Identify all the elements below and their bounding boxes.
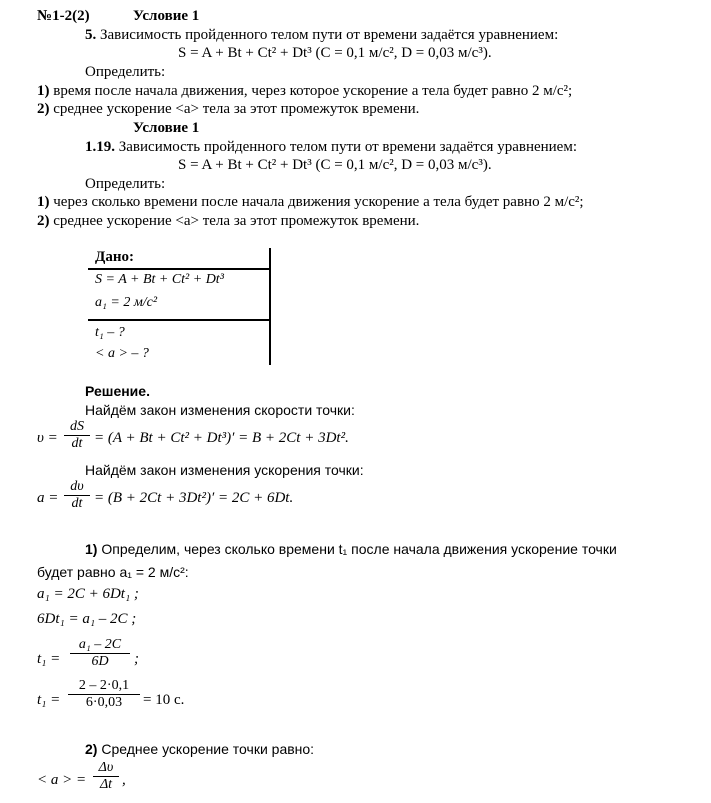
velocity-eq-right: = (A + Bt + Ct² + Dt³)′ = B + 2Ct + 3Dt².: [94, 430, 349, 446]
fraction-numerator: a₁ – 2C: [70, 637, 130, 654]
question-number: 1): [37, 83, 50, 99]
average-acceleration-left: < a > =: [37, 772, 87, 788]
part1-text: Определим, через сколько времени t₁ после начала движения ускорение точки: [101, 541, 617, 557]
problem5-text: Зависимость пройденного телом пути от времени задаётся уравнением:: [100, 27, 559, 43]
acceleration-eq-left: a =: [37, 490, 59, 506]
question-number: 1): [37, 194, 50, 210]
problem119-question2: [37, 213, 419, 230]
problem119-number: 1.19.: [85, 139, 115, 155]
t1-eq-left: t₁ =: [37, 651, 61, 667]
part2-text: Среднее ускорение точки равно:: [101, 741, 315, 757]
problem5-number: 5.: [85, 27, 97, 43]
t1-numeric-fraction: [68, 678, 140, 711]
problem5-question1: [37, 83, 572, 100]
problem119-statement: [85, 139, 577, 156]
question-text: среднее ускорение <a> тела за этот промежуток времени.: [53, 101, 420, 117]
fraction-denominator: dt: [71, 436, 83, 451]
t1-numeric-result: = 10 с.: [143, 692, 185, 708]
t1-eq-end: ;: [134, 651, 139, 667]
velocity-intro: Найдём закон изменения скорости точки:: [85, 402, 355, 418]
t1-fraction: [70, 637, 130, 670]
velocity-fraction: [64, 419, 90, 452]
problem5-question2: [37, 101, 419, 118]
fraction-numerator: 2 – 2·0,1: [68, 678, 140, 695]
given-title: Дано:: [95, 249, 134, 265]
find-t1: t₁ – ?: [95, 325, 125, 340]
t1-numeric-left: t₁ =: [37, 692, 61, 708]
equation-6dt1: 6Dt₁ = a₁ – 2C ;: [37, 611, 137, 627]
problem119-text: Зависимость пройденного телом пути от времени задаётся уравнением:: [118, 139, 578, 155]
fraction-denominator: 6·0,03: [85, 695, 123, 710]
find-average-acceleration: < a > – ?: [95, 346, 149, 361]
problem5-equation: S = A + Bt + Ct² + Dt³ (C = 0,1 м/с², D = 0,03 м/с³).: [178, 45, 492, 61]
fraction-numerator: dυ: [64, 479, 90, 496]
part1-statement: [85, 541, 617, 557]
question-text: через сколько времени после начала движения ускорение а тела будет равно 2 м/с²;: [53, 194, 584, 210]
problem-number-header: №1-2(2): [37, 8, 90, 24]
problem119-question1: [37, 194, 584, 211]
problem119-determine: Определить:: [85, 176, 166, 192]
fraction-numerator: Δυ: [93, 760, 119, 777]
equation-a1: a₁ = 2C + 6Dt₁ ;: [37, 586, 139, 602]
given-vertical-rule: [269, 248, 271, 365]
given-equation: S = A + Bt + Ct² + Dt³: [95, 272, 224, 287]
acceleration-intro: Найдём закон изменения ускорения точки:: [85, 462, 364, 478]
average-acceleration-end: ,: [122, 772, 126, 788]
average-acceleration-fraction: [93, 760, 119, 793]
condition-heading-2: Условие 1: [133, 120, 200, 136]
problem119-equation: S = A + Bt + Ct² + Dt³ (C = 0,1 м/с², D = 0,03 м/с³).: [178, 157, 492, 173]
part1-statement-continued: будет равно a₁ = 2 м/с²:: [37, 564, 189, 580]
question-number: 2): [37, 101, 50, 117]
solution-title: Решение.: [85, 383, 150, 399]
part2-number: 2): [85, 741, 98, 757]
question-text: среднее ускорение <a> тела за этот промежуток времени.: [53, 213, 420, 229]
fraction-denominator: 6D: [91, 654, 109, 669]
fraction-denominator: dt: [71, 496, 83, 511]
question-number: 2): [37, 213, 50, 229]
part2-statement: [85, 741, 314, 757]
condition-heading: Условие 1: [133, 8, 200, 24]
acceleration-eq-right: = (B + 2Ct + 3Dt²)′ = 2C + 6Dt.: [94, 490, 294, 506]
given-find-rule: [88, 319, 270, 321]
fraction-numerator: dS: [64, 419, 90, 436]
fraction-denominator: Δt: [99, 777, 113, 792]
velocity-eq-left: υ =: [37, 430, 58, 446]
part1-number: 1): [85, 541, 98, 557]
question-text: время после начала движения, через которое ускорение а тела будет равно 2 м/с²;: [53, 83, 573, 99]
given-top-rule: [88, 268, 270, 270]
problem5-statement: [85, 27, 558, 44]
given-acceleration: a₁ = 2 м/с²: [95, 295, 158, 310]
problem5-determine: Определить:: [85, 64, 166, 80]
acceleration-fraction: [64, 479, 90, 512]
